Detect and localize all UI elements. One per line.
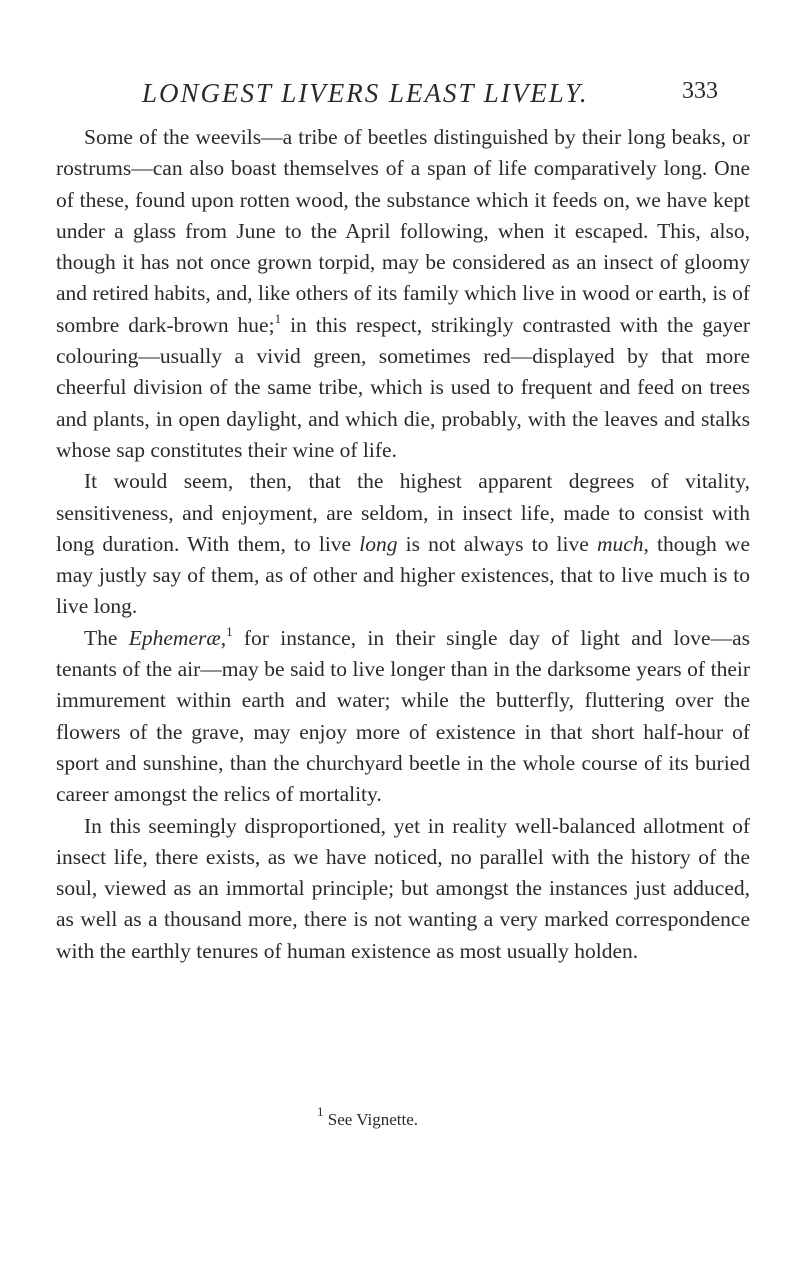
footnote-text: See Vignette. (327, 1110, 419, 1129)
emphasis: Ephemeræ (128, 625, 221, 650)
footnote-ref: 1 (226, 623, 233, 639)
paragraph-text: , (220, 625, 227, 650)
footnote-ref: 1 (274, 310, 282, 326)
paragraph-text: In this seemingly disproportioned, yet in reality well-balanced allotment of insect life, there exists, as we have noticed, no parallel with the history of the soul, viewed as an immortal principle; but amongst the instances just adduced, as well as a thousand more, there is not wanting a very marked correspondence with the earthly tenures of human existence as most usually holden. (56, 813, 750, 963)
paragraph-3 (56, 623, 750, 811)
paragraph-text: It would seem, then, that the highest apparent degrees of vitality, sensitiveness, and enjoyment, are seldom, in insect life, made to consist with long duration. With them, to live (56, 469, 750, 556)
body-text (56, 122, 750, 967)
page-header (92, 74, 718, 114)
paragraph-text: is not always to live (397, 531, 597, 556)
footnote-mark: 1 (317, 1104, 324, 1119)
footnote (317, 1104, 419, 1130)
paragraph-4 (56, 811, 750, 967)
paragraph-text: , though we may justly say of them, as of other and higher existences, that to live much is to live long. (56, 531, 750, 619)
page-number: 333 (682, 78, 718, 104)
emphasis: long (359, 531, 398, 556)
paragraph-2 (56, 466, 750, 622)
paragraph-text: The (84, 625, 129, 650)
paragraph-text: in this respect, strikingly contrasted with the gayer colouring—usually a vivid green, sometimes red—displayed by that more cheerful division of the same tribe, which is used to frequent and feed on trees and plants, in open daylight, and which die, probably, with the leaves and stalks whose sap constitutes their wine of life. (56, 312, 750, 462)
running-title: LONGEST LIVERS LEAST LIVELY. (142, 78, 589, 108)
paragraph-text: Some of the weevils—a tribe of beetles distinguished by their long beaks, or rostrums—can also boast themselves of a span of life comparatively long. One of these, found upon rotten wood, the substance which it feeds on, we have kept under a glass from June to the April following, when it escaped. This, also, though it has not once grown torpid, may be considered as an insect of gloomy and retired habits, and, like others of its family which live in wood or earth, is of sombre dark-brown hue; (56, 125, 750, 337)
paragraph-text: for instance, in their single day of light and love—as tenants of the air—may be said to live longer than in the darksome years of their immurement within earth and water; while the butterfly, fluttering over the flowers of the grave, may enjoy more of existence in that short half-hour of sport and sunshine, than the churchyard beetle in the whole course of its buried career amongst the relics of mortality. (56, 625, 750, 807)
paragraph-1 (56, 122, 750, 466)
emphasis: much (596, 531, 644, 556)
